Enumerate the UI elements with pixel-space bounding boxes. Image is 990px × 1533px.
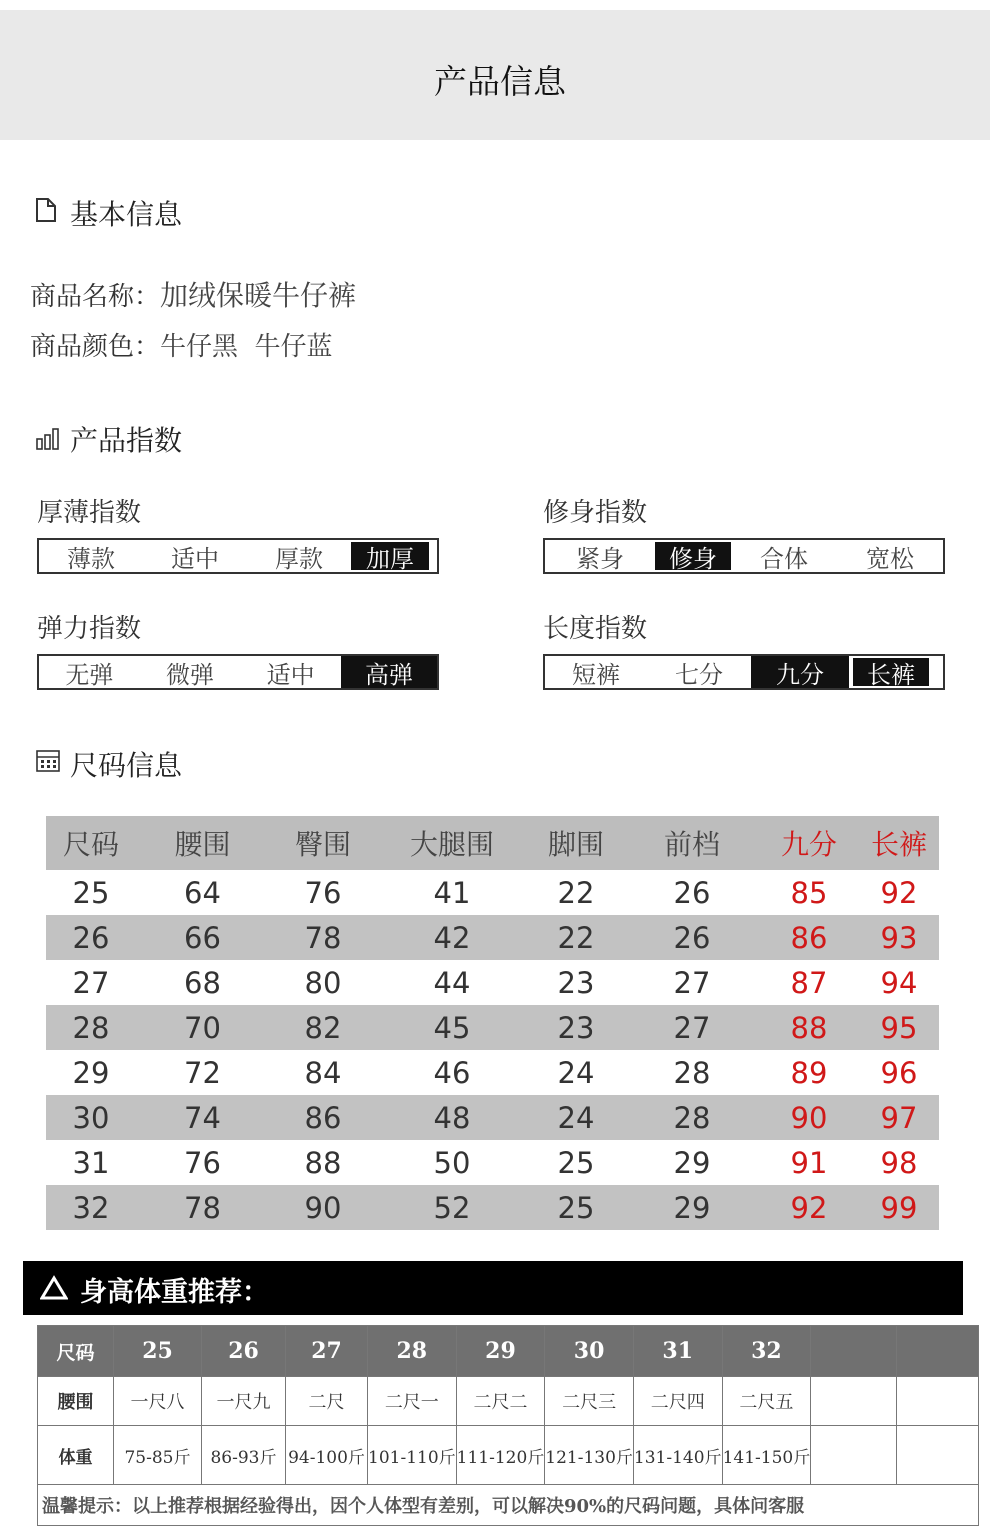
length-index-scale xyxy=(543,654,945,690)
warning-triangle-icon xyxy=(40,1275,68,1301)
weight-cell: 111-120斤 xyxy=(456,1426,545,1485)
size-table-row xyxy=(46,1050,939,1095)
size-table-row xyxy=(46,1140,939,1185)
size-table-cell: 82 xyxy=(304,1010,342,1045)
size-table-cell: 27 xyxy=(673,965,711,1000)
product-color-label: 商品颜色： xyxy=(30,332,161,362)
fit-index-label: 修身指数 xyxy=(543,498,648,528)
size-table-cell: 98 xyxy=(880,1145,918,1180)
calendar-grid-icon xyxy=(35,748,57,774)
col-header: 大腿围 xyxy=(409,828,494,861)
size-table-row xyxy=(46,1095,939,1140)
elastic-option: 微弹 xyxy=(166,660,214,689)
size-table-cell: 25 xyxy=(557,1190,595,1225)
size-table-cell: 26 xyxy=(72,920,110,955)
size-table-row xyxy=(46,960,939,1005)
fit-index-scale xyxy=(543,538,945,574)
size-table-cell: 27 xyxy=(673,1010,711,1045)
size-cell: 29 xyxy=(456,1326,545,1377)
thickness-index-label: 厚薄指数 xyxy=(37,498,142,528)
size-table-cell: 96 xyxy=(880,1055,918,1090)
size-table-cell: 22 xyxy=(557,920,595,955)
waist-cell: 二尺 xyxy=(286,1377,368,1426)
size-info-title: 尺码信息 xyxy=(70,749,183,782)
waist-cell: 一尺八 xyxy=(114,1377,202,1426)
size-table-cell: 74 xyxy=(184,1100,221,1135)
col-header: 九分 xyxy=(780,828,837,861)
size-table-cell: 26 xyxy=(673,920,711,955)
size-table-cell: 95 xyxy=(880,1010,918,1045)
empty-cell xyxy=(811,1326,897,1377)
elastic-option-selected: 高弹 xyxy=(341,656,437,688)
size-table-cell: 68 xyxy=(184,965,221,1000)
size-table-cell: 24 xyxy=(557,1055,595,1090)
size-table-cell: 94 xyxy=(880,965,918,1000)
waist-cell: 二尺三 xyxy=(545,1377,634,1426)
size-table-cell: 41 xyxy=(433,875,471,910)
size-table-cell: 29 xyxy=(673,1190,711,1225)
size-cell: 28 xyxy=(368,1326,457,1377)
size-table-cell: 42 xyxy=(433,920,471,955)
size-cell: 31 xyxy=(633,1326,722,1377)
fit-option-selected: 修身 xyxy=(655,542,731,570)
size-table xyxy=(46,816,939,1230)
size-table-cell: 93 xyxy=(880,920,918,955)
size-table-cell: 28 xyxy=(673,1100,711,1135)
recommend-tip-row xyxy=(38,1485,979,1526)
size-table-cell: 76 xyxy=(304,875,342,910)
fit-option: 合体 xyxy=(760,544,808,573)
size-cell: 25 xyxy=(114,1326,202,1377)
empty-cell xyxy=(897,1426,979,1485)
col-header: 臀围 xyxy=(294,828,351,861)
col-header: 脚围 xyxy=(547,828,604,861)
length-index-label: 长度指数 xyxy=(543,614,648,644)
waist-cell: 一尺九 xyxy=(202,1377,286,1426)
size-table-cell: 25 xyxy=(557,1145,595,1180)
weight-cell: 121-130斤 xyxy=(545,1426,634,1485)
size-cell: 30 xyxy=(545,1326,634,1377)
size-table-cell: 24 xyxy=(557,1100,595,1135)
size-cell: 27 xyxy=(286,1326,368,1377)
waist-cell: 二尺二 xyxy=(456,1377,545,1426)
size-table-cell: 70 xyxy=(184,1010,221,1045)
empty-cell xyxy=(811,1377,897,1426)
size-table-cell: 89 xyxy=(790,1055,828,1090)
weight-cell: 141-150斤 xyxy=(722,1426,811,1485)
empty-cell xyxy=(811,1426,897,1485)
size-table-cell: 29 xyxy=(72,1055,110,1090)
empty-cell xyxy=(897,1326,979,1377)
size-table-cell: 64 xyxy=(184,875,221,910)
weight-cell: 131-140斤 xyxy=(633,1426,722,1485)
document-icon xyxy=(35,197,57,223)
length-option-selected: 长裤 xyxy=(853,658,929,686)
waist-row-label: 腰围 xyxy=(38,1377,114,1426)
thickness-option: 厚款 xyxy=(275,544,323,573)
fit-option: 宽松 xyxy=(866,544,914,573)
size-table-row xyxy=(46,915,939,960)
product-name-value: 加绒保暖牛仔裤 xyxy=(160,279,357,312)
size-table-cell: 92 xyxy=(880,875,918,910)
col-header: 腰围 xyxy=(174,828,231,861)
size-row-label: 尺码 xyxy=(38,1326,114,1377)
size-table-cell: 76 xyxy=(184,1145,221,1180)
empty-cell xyxy=(897,1377,979,1426)
size-table-cell: 80 xyxy=(304,965,342,1000)
size-table-cell: 48 xyxy=(433,1100,471,1135)
size-table-cell: 46 xyxy=(433,1055,471,1090)
elastic-option: 无弹 xyxy=(65,660,114,689)
size-table-cell: 23 xyxy=(557,1010,595,1045)
size-table-cell: 45 xyxy=(433,1010,471,1045)
col-header: 长裤 xyxy=(870,828,927,861)
thickness-option: 适中 xyxy=(171,544,219,573)
weight-cell: 94-100斤 xyxy=(286,1426,368,1485)
thickness-option-selected: 加厚 xyxy=(351,542,429,570)
col-header: 前档 xyxy=(663,828,720,861)
size-table-cell: 86 xyxy=(790,920,828,955)
size-table-cell: 29 xyxy=(673,1145,711,1180)
recommend-tip: 温馨提示：以上推荐根据经验得出，因个人体型有差别，可以解决90%的尺码问题，具体问客服 xyxy=(38,1485,979,1526)
length-option-selected: 九分 xyxy=(751,656,849,688)
size-table-cell: 91 xyxy=(790,1145,828,1180)
recommend-title: 身高体重推荐： xyxy=(80,1277,269,1308)
weight-cell: 101-110斤 xyxy=(368,1426,457,1485)
size-table-cell: 78 xyxy=(184,1190,221,1225)
size-table-cell: 26 xyxy=(673,875,711,910)
size-table-cell: 87 xyxy=(790,965,828,1000)
size-table-row xyxy=(46,1005,939,1050)
size-table-cell: 92 xyxy=(790,1190,828,1225)
product-color-value: 牛仔黑 牛仔蓝 xyxy=(160,332,333,362)
bar-chart-icon xyxy=(35,425,57,451)
size-table-cell: 27 xyxy=(72,965,110,1000)
product-color-line xyxy=(30,326,333,363)
indices-title: 产品指数 xyxy=(70,424,183,457)
elastic-index-scale xyxy=(37,654,439,690)
size-table-cell: 85 xyxy=(790,875,828,910)
size-table-cell: 23 xyxy=(557,965,595,1000)
product-name-line xyxy=(30,274,356,314)
fit-option: 紧身 xyxy=(576,544,624,573)
size-table-row xyxy=(46,1185,939,1230)
size-table-cell: 86 xyxy=(304,1100,342,1135)
size-table-cell: 99 xyxy=(880,1190,918,1225)
size-table-cell: 32 xyxy=(72,1190,110,1225)
size-table-cell: 44 xyxy=(433,965,471,1000)
length-option: 七分 xyxy=(675,660,723,689)
size-table-row xyxy=(46,870,939,915)
weight-cell: 86-93斤 xyxy=(202,1426,286,1485)
waist-cell: 二尺四 xyxy=(633,1377,722,1426)
size-table-cell: 52 xyxy=(433,1190,471,1225)
page-title: 产品信息 xyxy=(434,62,566,101)
size-table-cell: 25 xyxy=(72,875,110,910)
size-table-cell: 66 xyxy=(184,920,221,955)
product-name-label: 商品名称： xyxy=(30,282,161,312)
size-table-header xyxy=(46,816,939,870)
recommend-weight-row xyxy=(38,1426,979,1485)
size-table-cell: 90 xyxy=(304,1190,342,1225)
size-table-cell: 31 xyxy=(72,1145,110,1180)
size-cell: 32 xyxy=(722,1326,811,1377)
size-table-cell: 88 xyxy=(304,1145,342,1180)
col-header: 尺码 xyxy=(62,828,119,861)
thickness-option: 薄款 xyxy=(67,544,115,573)
recommend-size-row xyxy=(38,1326,979,1377)
thickness-index-scale xyxy=(37,538,439,574)
weight-row-label: 体重 xyxy=(38,1426,114,1485)
recommend-waist-row xyxy=(38,1377,979,1426)
size-table-cell: 22 xyxy=(557,875,595,910)
size-table-cell: 72 xyxy=(184,1055,221,1090)
recommend-table xyxy=(37,1325,979,1526)
elastic-option: 适中 xyxy=(266,660,315,689)
waist-cell: 二尺五 xyxy=(722,1377,811,1426)
size-table-cell: 28 xyxy=(72,1010,110,1045)
size-table-cell: 84 xyxy=(304,1055,342,1090)
size-table-cell: 78 xyxy=(304,920,342,955)
size-table-cell: 50 xyxy=(433,1145,471,1180)
elastic-index-label: 弹力指数 xyxy=(37,614,142,644)
size-cell: 26 xyxy=(202,1326,286,1377)
size-table-cell: 90 xyxy=(790,1100,828,1135)
basic-info-title: 基本信息 xyxy=(70,198,183,231)
size-table-cell: 97 xyxy=(880,1100,918,1135)
waist-cell: 二尺一 xyxy=(368,1377,457,1426)
size-table-cell: 28 xyxy=(673,1055,711,1090)
weight-cell: 75-85斤 xyxy=(114,1426,202,1485)
size-table-cell: 88 xyxy=(790,1010,828,1045)
size-table-cell: 30 xyxy=(72,1100,110,1135)
length-option: 短裤 xyxy=(572,660,620,689)
